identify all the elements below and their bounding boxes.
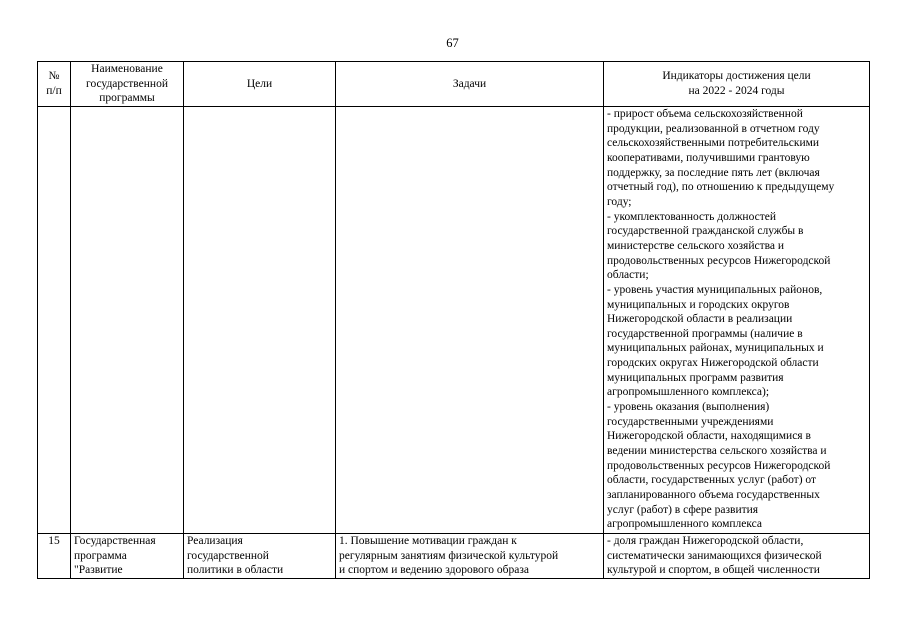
indicators-table	[37, 61, 870, 579]
indicator-line: продукции, реализованной в отчетном году	[607, 122, 820, 135]
row-15-goal	[184, 533, 336, 578]
table-row-continuation	[38, 106, 870, 533]
indicator-line: культурой и спортом, в общей численности	[607, 564, 820, 577]
header-tasks: Задачи	[336, 62, 604, 107]
indicator-line: области, государственных услуг (работ) от	[607, 474, 817, 487]
continuation-tasks-cell	[336, 106, 604, 533]
continuation-indicators-cell	[604, 106, 870, 533]
goal-line: политики в области	[187, 564, 284, 577]
page-number: 67	[446, 36, 459, 50]
indicator-line: - доля граждан Нижегородской области,	[607, 534, 804, 547]
indicator-line: - уровень участия муниципальных районов,	[607, 283, 823, 296]
header-indicators: Индикаторы достижения цели на 2022 - 2024 годы	[604, 62, 870, 107]
indicator-line: ведении министерства сельского хозяйства и	[607, 445, 827, 458]
header-num: № п/п	[38, 62, 71, 107]
indicator-line: государственной программы (наличие в	[607, 327, 803, 340]
indicator-line: Нижегородской области в реализации	[607, 313, 793, 326]
program-name-line: "Развитие	[74, 564, 123, 577]
indicator-line: услуг (работ) в сфере развития	[607, 503, 759, 516]
indicator-line: государственной гражданской службы в	[607, 225, 804, 238]
row-15-indicators	[604, 533, 870, 578]
program-name-line: Государственная	[74, 534, 156, 547]
indicator-line: муниципальных и городских округов	[607, 298, 790, 311]
task-line: 1. Повышение мотивации граждан к	[339, 534, 517, 547]
indicator-line: области;	[607, 269, 649, 282]
continuation-program-cell	[71, 106, 184, 533]
indicator-line: систематически занимающихся физической	[607, 549, 822, 562]
indicator-line: отчетный год), по отношению к предыдущему	[607, 181, 835, 194]
indicator-line: сельскохозяйственными потребительскими	[607, 137, 820, 150]
indicator-line: городских округах Нижегородской области	[607, 357, 819, 370]
indicator-line: продовольственных ресурсов Нижегородской	[607, 254, 831, 267]
indicator-line: году;	[607, 195, 632, 208]
task-line: и спортом и ведению здорового образа	[339, 564, 529, 577]
indicator-line: агропромышленного комплекса);	[607, 386, 770, 399]
goal-line: Реализация	[187, 534, 243, 547]
header-goals: Цели	[184, 62, 336, 107]
indicator-line: кооперативами, получившими грантовую	[607, 151, 810, 164]
row-15-program	[71, 533, 184, 578]
indicator-line: муниципальных программ развития	[607, 371, 784, 384]
row-15-num: 15	[38, 533, 71, 578]
continuation-num-cell	[38, 106, 71, 533]
indicator-line: поддержку, за последние пять лет (включая	[607, 166, 820, 179]
table-header-row	[38, 62, 870, 107]
indicator-line: продовольственных ресурсов Нижегородской	[607, 459, 831, 472]
indicator-line: - уровень оказания (выполнения)	[607, 401, 770, 414]
indicator-line: муниципальных районах, муниципальных и	[607, 342, 824, 355]
indicator-line: агропромышленного комплекса	[607, 518, 763, 531]
indicator-line: - укомплектованность должностей	[607, 210, 777, 223]
indicator-line: Нижегородской области, находящимися в	[607, 430, 811, 443]
indicator-line: министерстве сельского хозяйства и	[607, 239, 785, 252]
table-row-15	[38, 533, 870, 578]
indicator-line: государственными учреждениями	[607, 415, 774, 428]
indicator-line: - прирост объема сельскохозяйственной	[607, 107, 803, 120]
goal-line: государственной	[187, 549, 269, 562]
continuation-goals-cell	[184, 106, 336, 533]
task-line: регулярным занятиям физической культурой	[339, 549, 559, 562]
indicator-line: запланированного объема государственных	[607, 489, 820, 502]
program-name-line: программа	[74, 549, 127, 562]
header-program-name: Наименование государственной программы	[71, 62, 184, 107]
row-15-task	[336, 533, 604, 578]
